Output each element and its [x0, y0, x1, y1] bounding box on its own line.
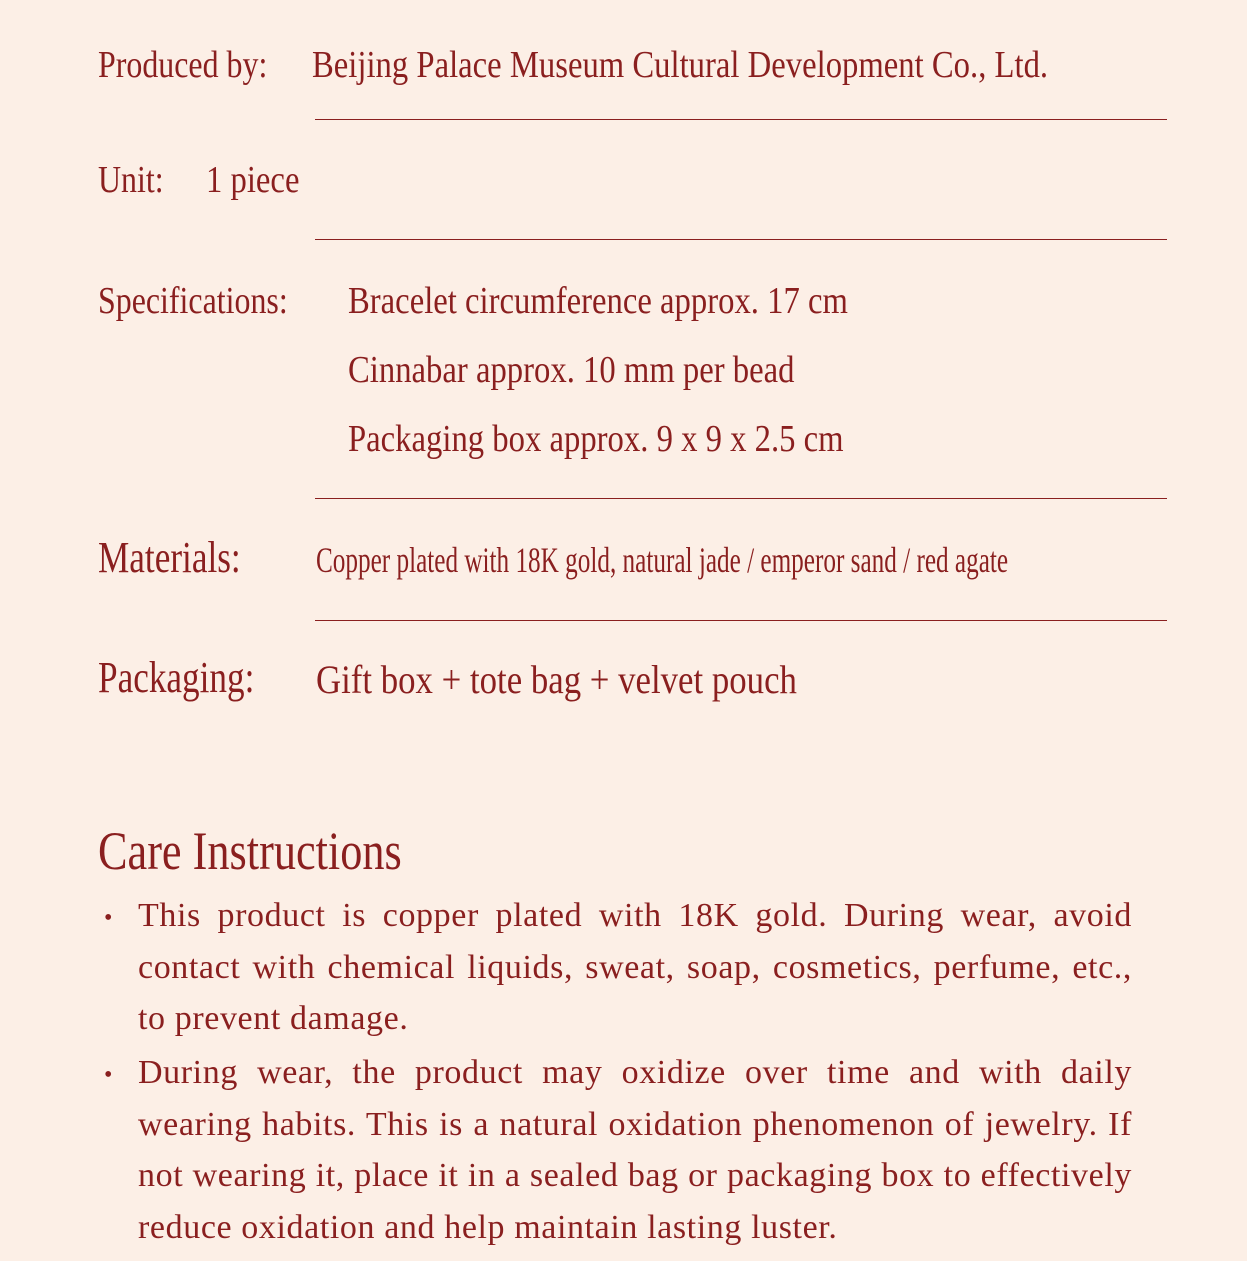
producer-label: Produced by: — [98, 44, 268, 86]
spec-line: Cinnabar approx. 10 mm per bead — [348, 349, 795, 391]
divider-producer — [315, 119, 1167, 120]
spec-line: Packaging box approx. 9 x 9 x 2.5 cm — [348, 418, 844, 460]
spec-line: Bracelet circumference approx. 17 cm — [348, 280, 848, 322]
care-item: This product is copper plated with 18K gold. During wear, avoid contact with chemical liquids, sweat, soap, cosmetics, perfume, etc., to prevent damage. — [138, 897, 1132, 1037]
care-item: During wear, the product may oxidize over time and with daily wearing habits. This is a natural oxidation phenomenon of jewelry. If not wearing it, place it in a sealed bag or packaging box to effectively reduce oxidation and help maintain lasting luster. — [138, 1054, 1132, 1246]
divider-materials — [315, 620, 1167, 621]
unit-value: 1 piece — [206, 159, 300, 201]
bullet-icon: • — [104, 1062, 113, 1088]
divider-unit — [315, 239, 1167, 240]
materials-label: Materials: — [98, 533, 241, 582]
packaging-value: Gift box + tote bag + velvet pouch — [316, 657, 797, 702]
divider-specifications — [315, 498, 1167, 499]
materials-value: Copper plated with 18K gold, natural jade / emperor sand / red agate — [316, 540, 1009, 580]
unit-label: Unit: — [98, 159, 164, 201]
producer-value: Beijing Palace Museum Cultural Development Co., Ltd. — [312, 44, 1049, 86]
specifications-label: Specifications: — [98, 280, 288, 322]
packaging-label: Packaging: — [98, 653, 255, 702]
bullet-icon: • — [104, 905, 113, 931]
care-instructions-heading: Care Instructions — [98, 821, 402, 881]
